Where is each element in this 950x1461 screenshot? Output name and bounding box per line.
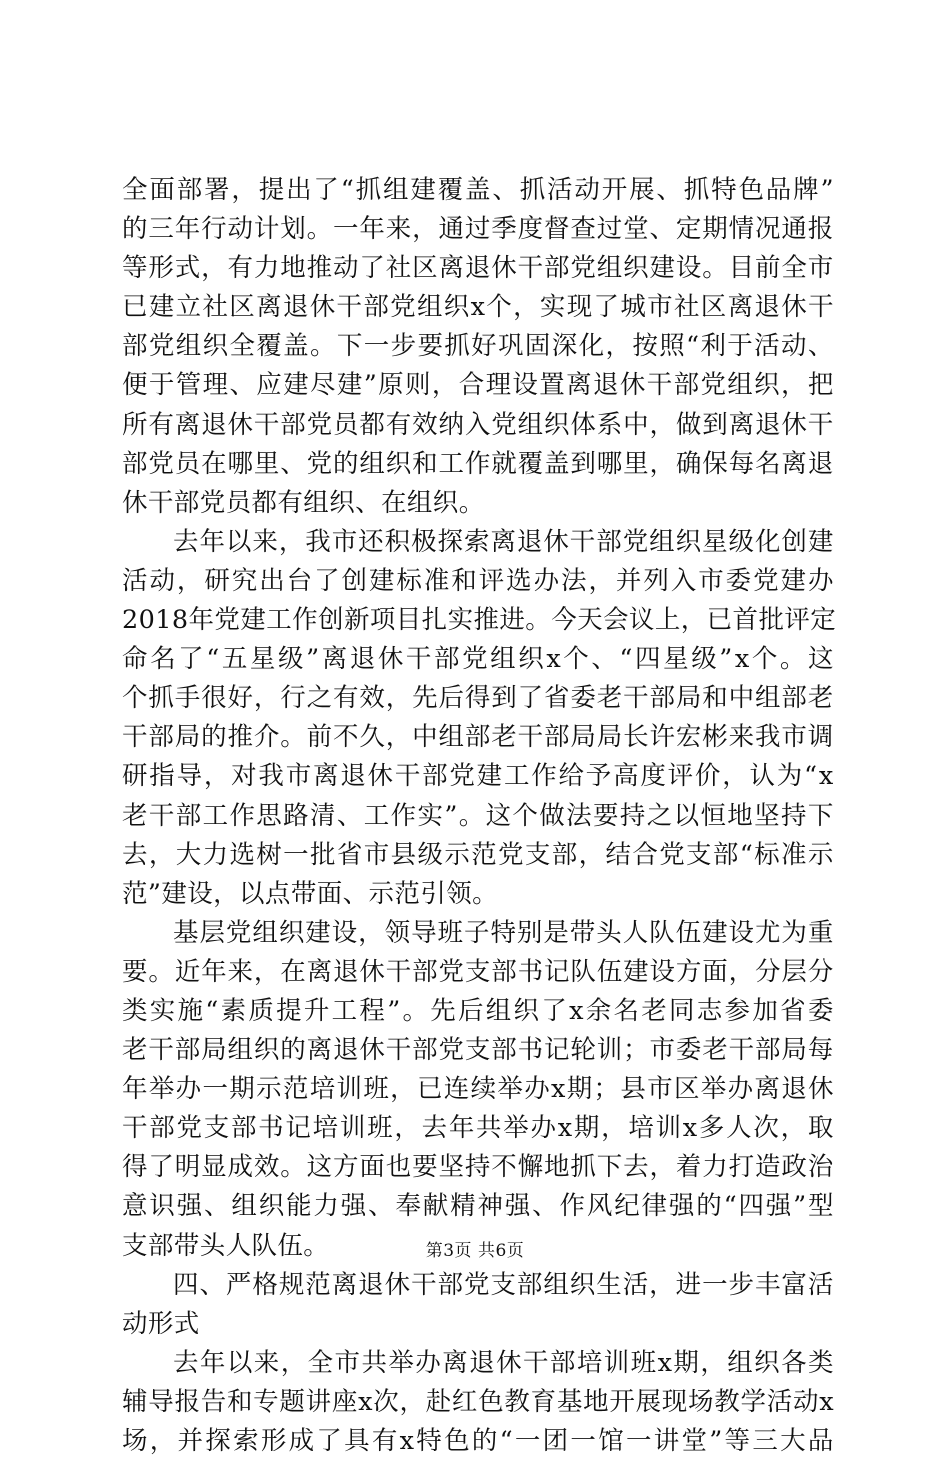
line-glyphs: 2018 年 党 建 工 作 创 新 项 目 扎 实 推 进 。 今 天 会 议 上 ， 已 首 批 评 定 [122, 605, 837, 636]
text-line [122, 327, 834, 366]
text-line [122, 1187, 834, 1226]
line-glyphs: 意 识 强 、 组 织 能 力 强 、 奉 献 精 神 强 、 作 风 纪 律 强 的 “ 四 强 ” 型 [122, 1191, 834, 1222]
text-line [122, 679, 834, 718]
text-line [122, 1422, 834, 1461]
line-glyphs: 所 有 离 退 休 干 部 党 员 都 有 效 纳 入 党 组 织 体 系 中 ， 做 到 离 退 休 干 [122, 409, 834, 440]
text-line [122, 1031, 834, 1070]
line-glyphs: 部 党 组 织 全 覆 盖 。 下 一 步 要 抓 好 巩 固 深 化 ， 按 照 “ 利 于 活 动 、 [122, 331, 834, 362]
text-line [122, 757, 834, 796]
text-line [122, 914, 834, 953]
line-glyphs: 类 实 施 “ 素 质 提 升 工 程 ” 。 先 后 组 织 了 x 余 名 老 同 志 参 加 省 委 [122, 995, 834, 1026]
text-line [122, 953, 834, 992]
text-line [122, 210, 834, 249]
text-line [122, 836, 834, 875]
text-line [122, 718, 834, 757]
text-line [122, 562, 834, 601]
line-glyphs: 年 举 办 一 期 示 范 培 训 班 ， 已 连 续 举 办 x 期 ； 县 市 区 举 办 离 退 休 [122, 1074, 834, 1105]
line-glyphs: 研 指 导 ， 对 我 市 离 退 休 干 部 党 建 工 作 给 予 高 度 评 价 ， 认 为 “ x [122, 761, 834, 792]
text-line: 休干部党员都有组织、在组织。 [122, 487, 485, 518]
text-line [122, 601, 837, 640]
line-glyphs: 基 层 党 组 织 建 设 ， 领 导 班 子 特 别 是 带 头 人 队 伍 建 设 尤 为 重 [173, 917, 834, 948]
text-line [122, 797, 834, 836]
text-line [122, 1109, 834, 1148]
line-glyphs: 辅 导 报 告 和 专 题 讲 座 x 次 ， 赴 红 色 教 育 基 地 开 展 现 场 教 学 活 动 x [122, 1386, 834, 1417]
section-heading-4 [122, 1266, 834, 1344]
line-glyphs: 已 建 立 社 区 离 退 休 干 部 党 组 织 x 个 ， 实 现 了 城 市 社 区 离 退 休 干 [122, 292, 834, 323]
line-glyphs: 老 干 部 局 组 织 的 离 退 休 干 部 党 支 部 书 记 轮 训 ； 市 委 老 干 部 局 每 [122, 1035, 834, 1066]
line-glyphs: 等 形 式 ， 有 力 地 推 动 了 社 区 离 退 休 干 部 党 组 织 建 设 。 目 前 全 市 [122, 253, 834, 284]
line-glyphs: 干 部 党 支 部 书 记 培 训 班 ， 去 年 共 举 办 x 期 ， 培 训 x 多 人 次 ， 取 [122, 1113, 834, 1144]
paragraph-3 [122, 914, 834, 1266]
line-glyphs: 全 面 部 署 ， 提 出 了 “ 抓 组 建 覆 盖 、 抓 活 动 开 展 、 抓 特 色 品 牌 ” [122, 175, 834, 205]
text-line [122, 1266, 834, 1305]
text-line [122, 1070, 834, 1109]
line-glyphs: 要 。 近 年 来 ， 在 离 退 休 干 部 党 支 部 书 记 队 伍 建 设 方 面 ， 分 层 分 [122, 956, 834, 987]
line-glyphs: 去 年 以 来 ， 我 市 还 积 极 探 索 离 退 休 干 部 党 组 织 星 级 化 创 建 [173, 526, 834, 557]
line-glyphs: 老 干 部 工 作 思 路 清 、 工 作 实 ” 。 这 个 做 法 要 持 之 以 恒 地 坚 持 下 [122, 800, 834, 831]
line-glyphs: 便 于 管 理 、 应 建 尽 建 ” 原 则 ， 合 理 设 置 离 退 休 干 部 党 组 织 ， 把 [122, 370, 834, 401]
text-line [122, 523, 834, 562]
text-line [122, 288, 834, 327]
text-line [122, 1148, 834, 1187]
paragraph-1 [122, 171, 834, 523]
text-line [122, 445, 834, 484]
text-line [122, 249, 834, 288]
line-glyphs: 四 、 严 格 规 范 离 退 休 干 部 党 支 部 组 织 生 活 ， 进 一 步 丰 富 活 [173, 1269, 834, 1300]
text-line: 动形式 [122, 1308, 200, 1339]
text-line [122, 171, 834, 210]
line-glyphs: 的 三 年 行 动 计 划 。 一 年 来 ， 通 过 季 度 督 查 过 堂 、 定 期 情 况 通 报 [122, 214, 834, 245]
text-line [122, 1344, 834, 1383]
text-line [122, 366, 834, 405]
line-glyphs: 场 ， 并 探 索 形 成 了 具 有 x 特 色 的 “ 一 团 一 馆 一 讲 堂 ” 等 三 大 品 [122, 1426, 834, 1456]
line-glyphs: 得 了 明 显 成 效 。 这 方 面 也 要 坚 持 不 懈 地 抓 下 去 ， 着 力 打 造 政 治 [122, 1152, 834, 1183]
line-glyphs: 去 ， 大 力 选 树 一 批 省 市 县 级 示 范 党 支 部 ， 结 合 党 支 部 “ 标 准 示 [122, 839, 834, 870]
line-glyphs: 干 部 局 的 推 介 。 前 不 久 ， 中 组 部 老 干 部 局 局 长 许 宏 彬 来 我 市 调 [122, 722, 834, 753]
paragraph-5 [122, 1344, 834, 1461]
line-glyphs: 部 党 员 在 哪 里 、 党 的 组 织 和 工 作 就 覆 盖 到 哪 里 ， 确 保 每 名 离 退 [122, 448, 834, 479]
text-line [122, 406, 834, 445]
text-line [122, 1383, 834, 1422]
line-glyphs: 命 名 了 “ 五 星 级 ” 离 退 休 干 部 党 组 织 x 个 、 “ 四 星 级 ” x 个 。 这 [122, 644, 834, 675]
body-text [122, 171, 837, 1461]
page-number-footer: 第3页 共6页 [425, 1241, 525, 1261]
text-line: 支部带头人队伍。 [122, 1230, 330, 1261]
paragraph-2 [122, 523, 837, 914]
text-line [122, 640, 834, 679]
text-line: 范”建设，以点带面、示范引领。 [122, 878, 499, 909]
text-line [122, 992, 834, 1031]
line-glyphs: 去 年 以 来 ， 全 市 共 举 办 离 退 休 干 部 培 训 班 x 期 ， 组 织 各 类 [173, 1347, 834, 1378]
line-glyphs: 个 抓 手 很 好 ， 行 之 有 效 ， 先 后 得 到 了 省 委 老 干 部 局 和 中 组 部 老 [122, 683, 834, 714]
line-glyphs: 活 动 ， 研 究 出 台 了 创 建 标 准 和 评 选 办 法 ， 并 列 入 市 委 党 建 办 [122, 565, 834, 596]
